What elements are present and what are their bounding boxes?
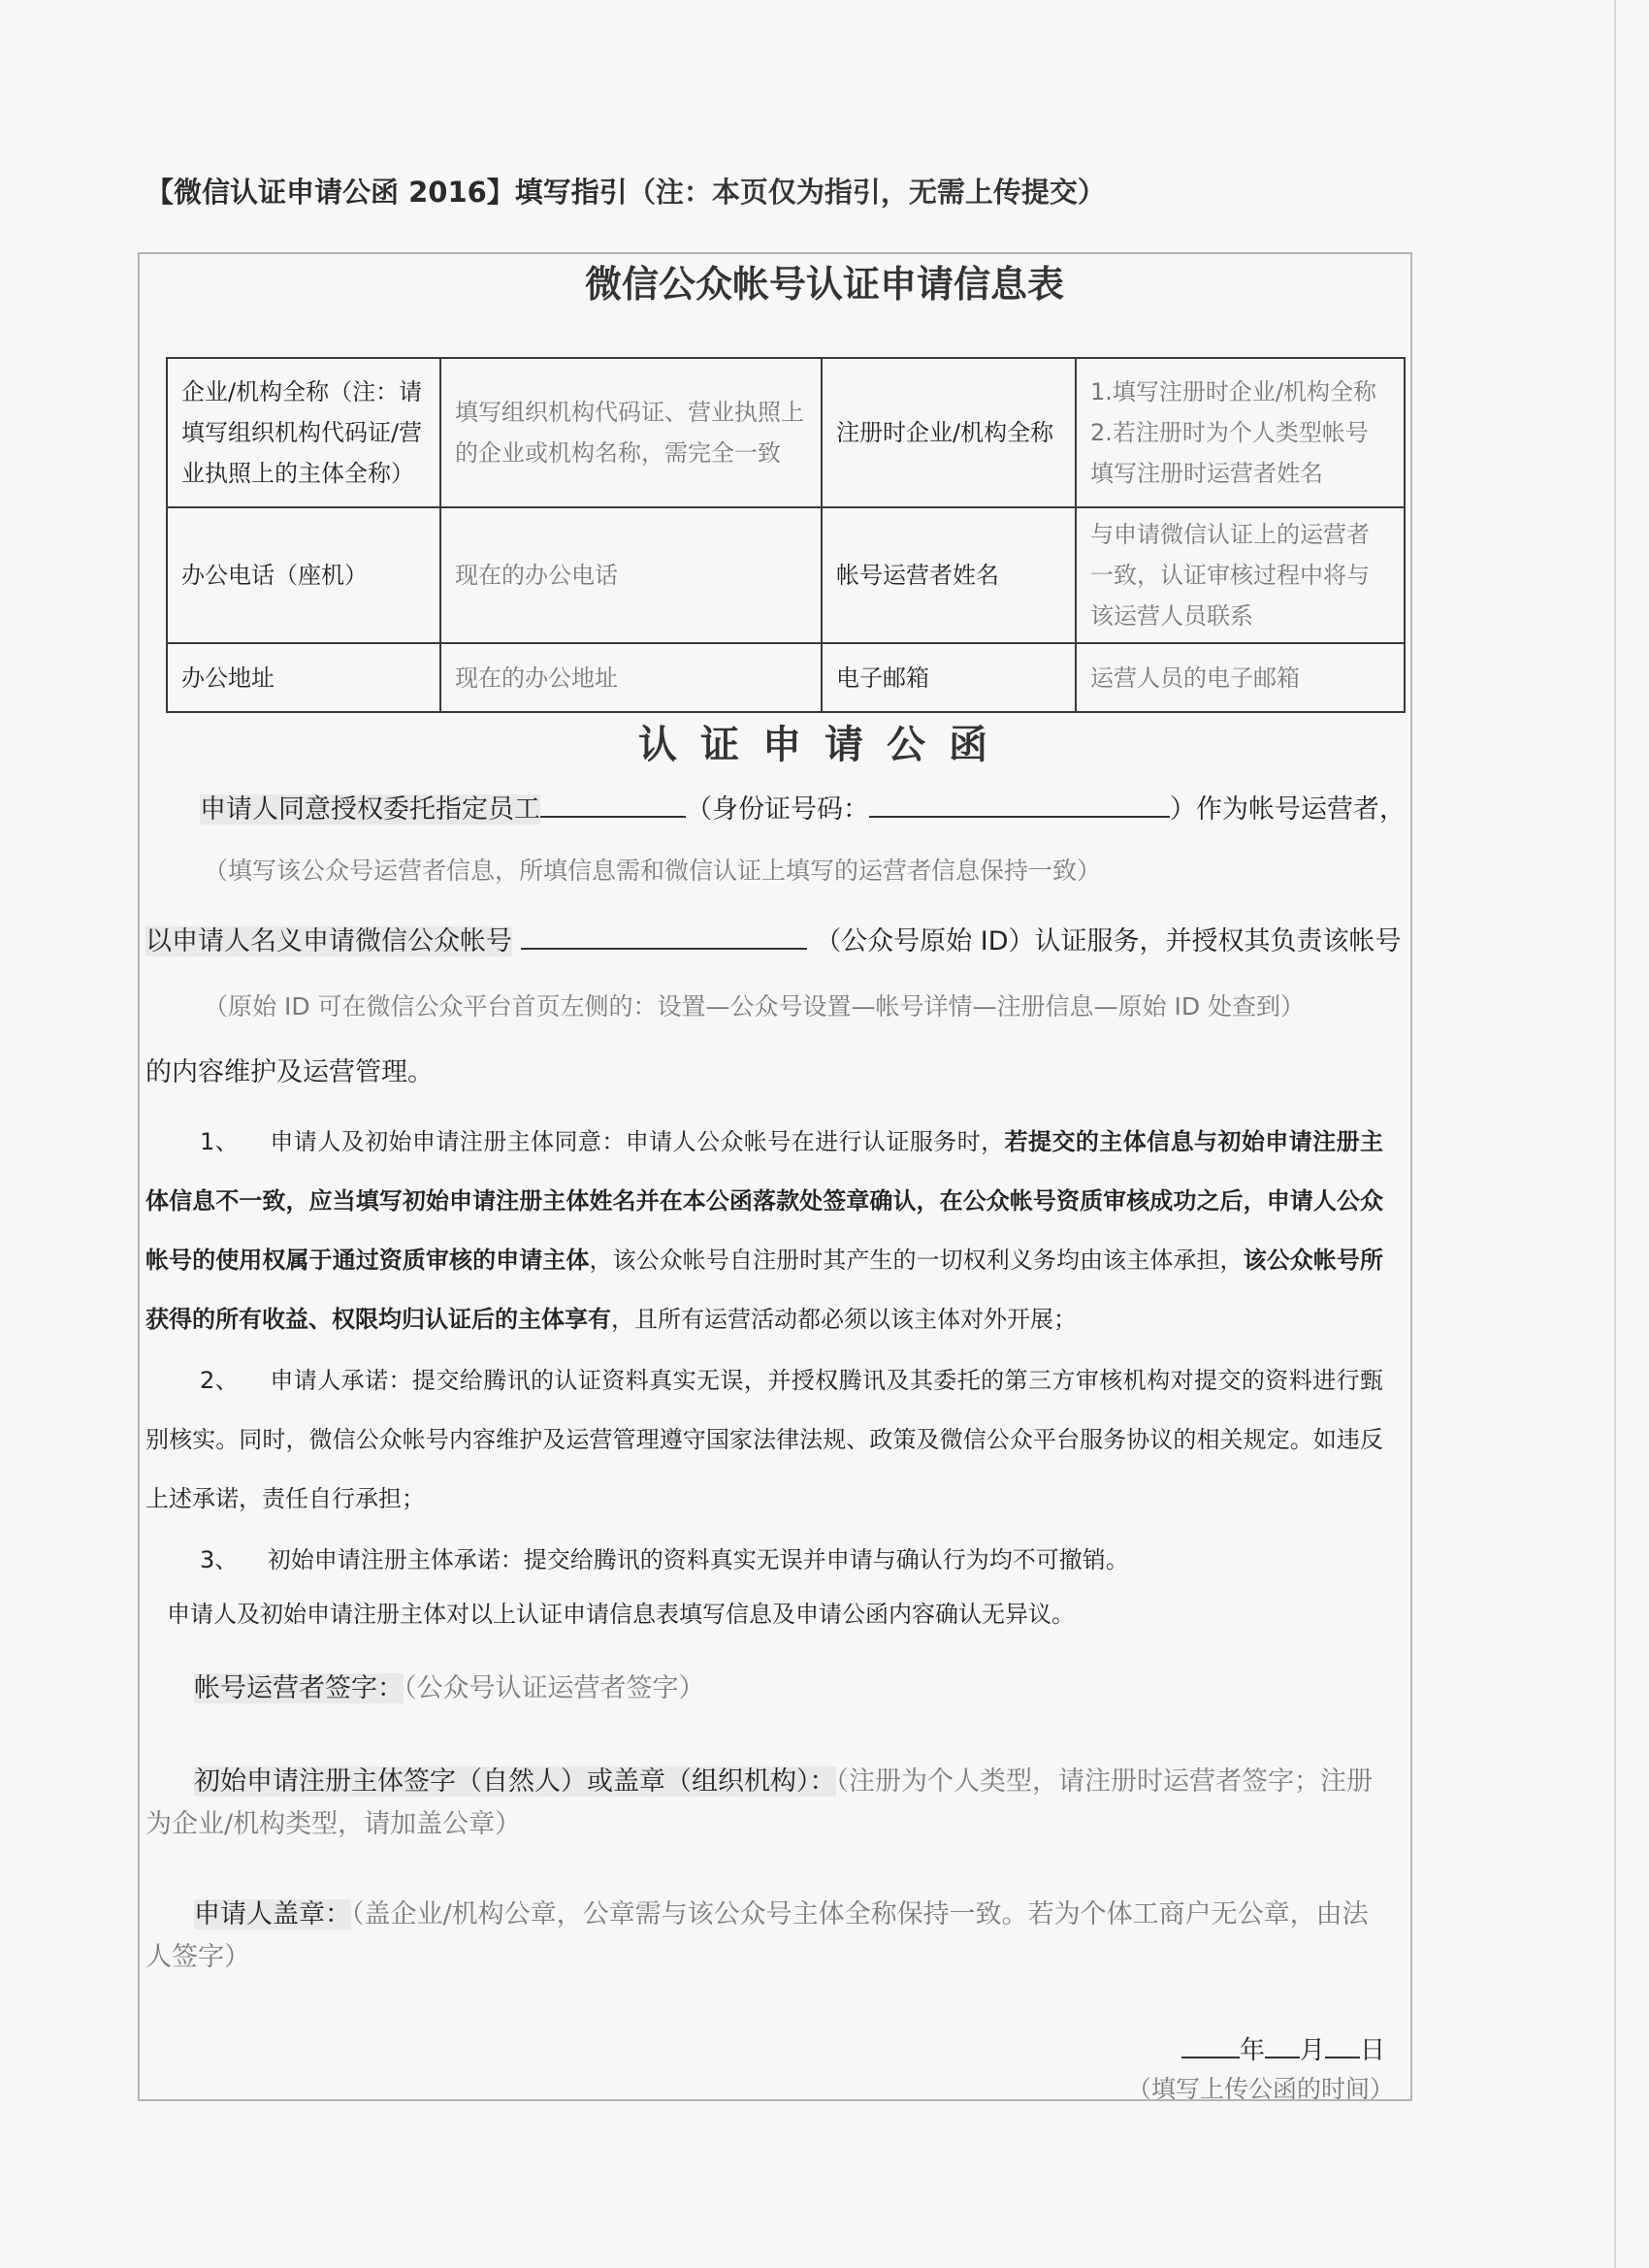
table-hint: 1.填写注册时企业/机构全称 2.若注册时为个人类型帐号填写注册时运营者姓名 — [1076, 358, 1405, 507]
date-line — [1181, 2029, 1385, 2066]
signature-label: 帐号运营者签字： — [194, 1673, 404, 1703]
clause-text: 初始申请注册主体承诺：提交给腾讯的资料真实无误并申请与确认行为均不可撤销。 — [267, 1546, 1129, 1573]
letter-text: 申请人同意授权委托指定员工 — [200, 794, 540, 825]
table-label: 帐号运营者姓名 — [822, 507, 1076, 643]
page-header — [146, 171, 1106, 211]
date-month: 月 — [1300, 2036, 1326, 2065]
clause-1 — [146, 1113, 1383, 1349]
header-title: 【微信认证申请公函 2016】填写指引 — [146, 176, 628, 209]
clause-number: 2、 — [200, 1367, 240, 1394]
clause-2 — [146, 1351, 1383, 1529]
table-label: 电子邮箱 — [822, 643, 1076, 712]
operator-signature — [194, 1668, 705, 1710]
signature-hint: （盖企业/机构公章，公章需与该公众号主体全称保持一致。若为个体工商户无公章，由法人签字） — [146, 1899, 1369, 1972]
table-label: 办公电话（座机） — [167, 507, 440, 643]
clause-bold: 该公众帐号所获得的所有收益、权限均归认证后的主体享有 — [146, 1247, 1384, 1333]
letter-line-1 — [200, 788, 1406, 826]
letter-title: 认证申请公函 — [638, 723, 1011, 767]
form-title: 微信公众帐号认证申请信息表 — [584, 263, 1064, 306]
clause-text: 申请人及初始申请注册主体同意：申请人公众帐号在进行认证服务时， — [270, 1128, 1005, 1155]
year-blank — [1181, 2029, 1240, 2058]
letter-line-3: 的内容维护及运营管理。 — [146, 1057, 434, 1087]
applicant-seal — [146, 1894, 1383, 1979]
table-row — [167, 643, 1405, 712]
date-note: （填写上传公函的时间） — [1127, 2075, 1395, 2103]
table-row — [167, 358, 1405, 507]
letter-hint-1: （填写该公众号运营者信息，所填信息需和微信认证上填写的运营者信息保持一致） — [204, 857, 1102, 885]
table-label: 办公地址 — [167, 643, 440, 712]
scan-edge — [1614, 0, 1616, 2268]
clause-3 — [146, 1531, 1383, 1590]
letter-text: ）作为帐号运营者， — [1170, 794, 1406, 825]
signature-hint: （注册为个人类型，请注册时运营者签字；注册为企业/机构类型，请加盖公章） — [146, 1766, 1373, 1839]
table-hint: 填写组织机构代码证、营业执照上的企业或机构名称，需完全一致 — [440, 358, 822, 507]
letter-text: 以申请人名义申请微信公众帐号 — [146, 926, 512, 956]
letter-text: （公众号原始 ID）认证服务，并授权其负责该帐号 — [815, 926, 1402, 956]
confirmation-text: 申请人及初始申请注册主体对以上认证申请信息表填写信息及申请公函内容确认无异议。 — [167, 1601, 1075, 1628]
header-note: （注：本页仅为指引，无需上传提交） — [627, 176, 1106, 209]
initial-subject-signature — [146, 1761, 1383, 1846]
signature-label: 初始申请注册主体签字（自然人）或盖章（组织机构）： — [194, 1766, 836, 1797]
clause-text: 申请人承诺：提交给腾讯的认证资料真实无误，并授权腾讯及其委托的第三方审核机构对提交的资料进行甄别核实。同时，微信公众帐号内容维护及运营管理遵守国家法律法规、政策及微信公众平台服务协议的相关规定。如违反上述承诺，责任自行承担； — [146, 1367, 1383, 1512]
table-hint: 与申请微信认证上的运营者一致，认证审核过程中将与该运营人员联系 — [1076, 507, 1405, 643]
table-label: 企业/机构全称（注：请填写组织机构代码证/营业执照上的主体全称） — [167, 358, 440, 507]
clause-number: 3、 — [200, 1546, 239, 1573]
month-blank — [1265, 2029, 1300, 2058]
clause-text: ，且所有运营活动都必须以该主体对外开展； — [611, 1306, 1077, 1333]
table-hint: 现在的办公电话 — [440, 507, 822, 643]
clause-number: 1、 — [200, 1128, 240, 1155]
date-year: 年 — [1240, 2036, 1266, 2065]
clause-bold: 若提交的主体信息与初始申请注册主体信息不一致，应当填写初始申请注册主体姓名并在本公函落款处签章确认，在公众帐号资质审核成功之后，申请人公众帐号的使用权属于通过资质审核的申请主体 — [146, 1128, 1383, 1274]
table-hint: 现在的办公地址 — [440, 643, 822, 712]
employee-blank — [540, 789, 686, 818]
info-table — [166, 357, 1406, 713]
day-blank — [1325, 2029, 1360, 2058]
letter-line-2 — [146, 920, 1402, 957]
signature-label: 申请人盖章： — [194, 1899, 351, 1929]
clause-text: ，该公众帐号自注册时其产生的一切权利义务均由该主体承担， — [589, 1247, 1244, 1274]
account-blank — [521, 921, 807, 950]
table-row — [167, 507, 1405, 643]
signature-hint: （公众号认证运营者签字） — [404, 1673, 705, 1703]
table-hint: 运营人员的电子邮箱 — [1076, 643, 1405, 712]
table-label: 注册时企业/机构全称 — [822, 358, 1076, 507]
letter-text: （身份证号码： — [686, 794, 869, 825]
id-number-blank — [869, 789, 1170, 818]
letter-hint-2: （原始 ID 可在微信公众平台首页左侧的：设置—公众号设置—帐号详情—注册信息—原始 ID 处查到） — [204, 992, 1306, 1021]
date-day: 日 — [1360, 2036, 1386, 2065]
